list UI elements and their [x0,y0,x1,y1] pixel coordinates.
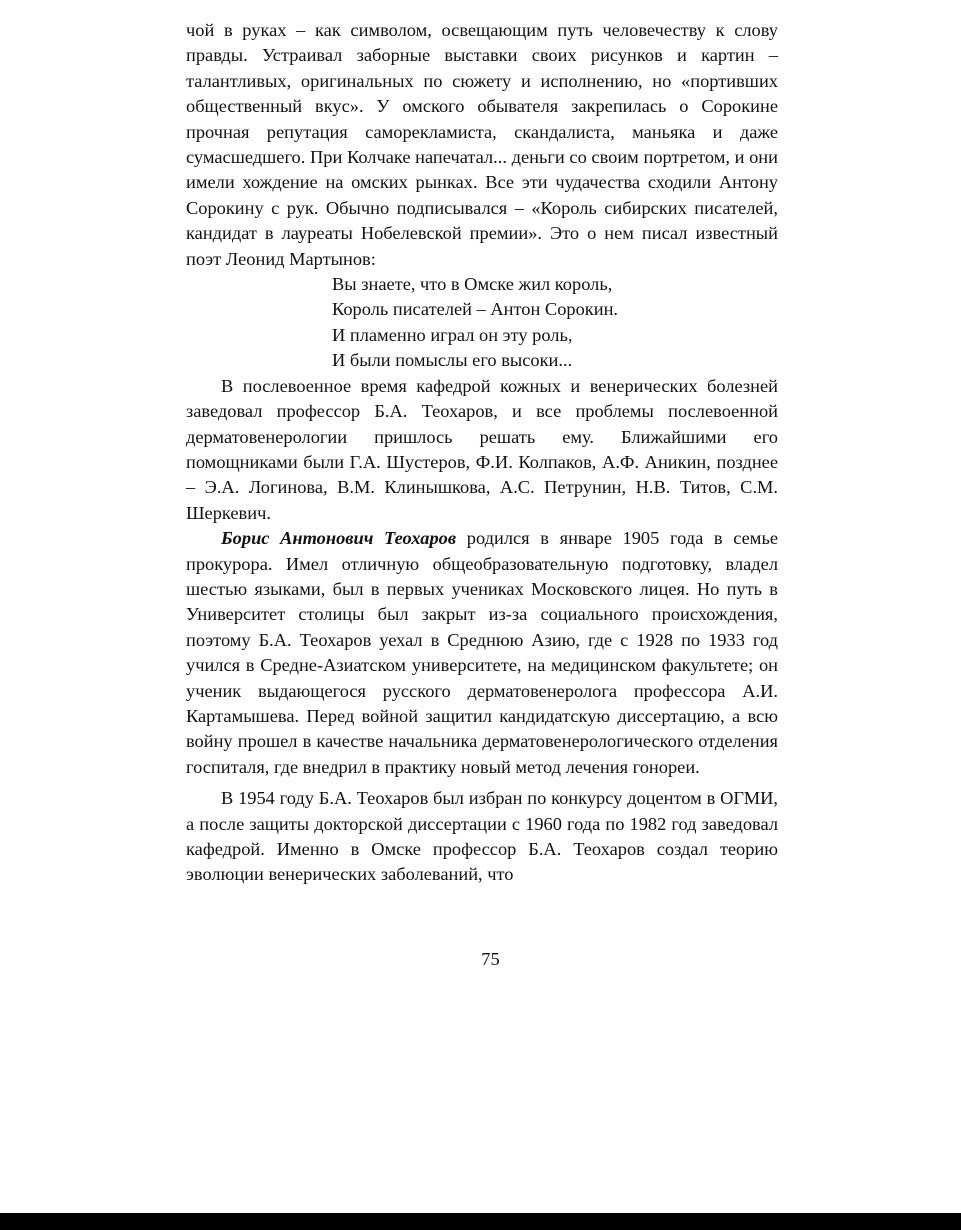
verse-line: Вы знаете, что в Омске жил король, [332,274,613,295]
paragraph-postwar: В послевоенное время кафедрой кожных и венерических болезней заведовал профессор Б.А. Теохаров, и все проблемы послевоенной дерматовенерологии пришлось решать ему. Ближайшими его помощниками были Г.А. Шустеров, Ф.И. Колпаков, А.Ф. Аникин, позднее – Э.А. Логинова, В.М. Клинышкова, А.С. Петрунин, Н.В. Титов, С.М. Шеркевич. [186,375,778,523]
paragraph-sorokin: чой в руках – как символом, освещающим путь человечеству к слову правды. Устраивал заборные выставки своих рисунков и картин – талантливых, оригинальных по сюжету и исполнению, но «портивших общественный вкус». У омского обывателя закрепилась о Сорокине прочная репутация саморекламиста, скандалиста, маньяка и даже сумасшедшего. При Колчаке напечатал... деньги со своим портретом, и они имели хождение на омских рынках. Все эти чудачества сходили Антону Сорокину с рук. Обычно подписывался – «Король сибирских писателей, кандидат в лауреаты Нобелевской премии». Это о нем писал известный поэт Леонид Мартынов: [186,20,778,269]
page-body [186,18,778,888]
verse-line: И пламенно играл он эту роль, [332,324,573,345]
verse-quote [332,272,778,374]
person-name: Борис Антонович Теохаров [221,528,457,549]
verse-line: И были помыслы его высоки... [332,350,573,371]
verse-line: Король писателей – Антон Сорокин. [332,299,619,320]
paragraph-teokharov-bio-text: родился в январе 1905 года в семье прокурора. Имел отличную общеобразовательную подготовку, владел шестью языками, был в первых учениках Московского лицея. Но путь в Университет столицы был закрыт из-за социального происхождения, поэтому Б.А. Теохаров уехал в Среднюю Азию, где с 1928 по 1933 год учился в Средне-Азиатском университете, на медицинском факультете; он ученик выдающегося русского дерматовенеролога профессора А.И. Картамышева. Перед войной защитил кандидатскую диссертацию, а всю войну прошел в качестве начальника дерматовенерологического отделения госпиталя, где внедрил в практику новый метод лечения гонореи. [186,528,778,777]
paragraph-ogmi: В 1954 году Б.А. Теохаров был избран по конкурсу доцентом в ОГМИ, а после защиты докторской диссертации с 1960 года по 1982 год заведовал кафедрой. Именно в Омске профессор Б.А. Теохаров создал теорию эволюции венерических заболеваний, что [186,788,778,885]
page-number: 75 [481,949,500,969]
scan-bottom-border [0,1213,961,1230]
paragraph-teokharov-bio [186,526,778,780]
